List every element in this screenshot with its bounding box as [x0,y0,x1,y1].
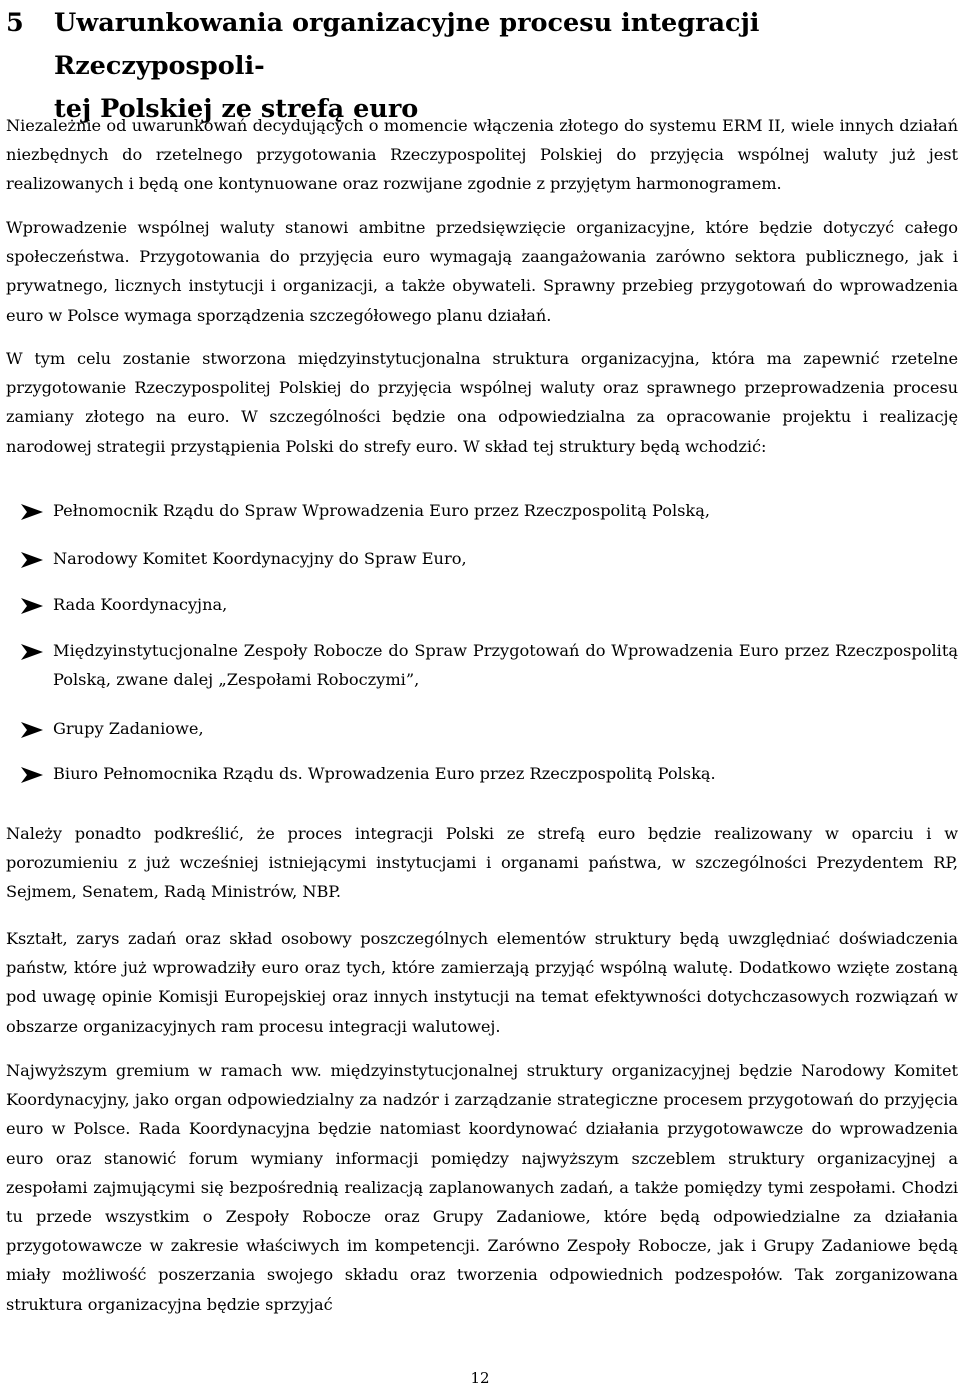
paragraph-2: Wprowadzenie wspólnej waluty stanowi ambitne przedsięwzięcie organizacyjne, które będzie dotyczyć całego społeczeństwa. Przygotowania do przyjęcia euro wymagają zaangażowania zarówno sektora publicznego, jak i prywatnego, licznych instytucji i organizacji, a także obywateli. Sprawny przebieg przygotowań do wprowadzenia euro w Polsce wymaga sporządzenia szczegółowego planu działań. [6,218,958,325]
arrowhead-bullet-icon [20,643,44,661]
paragraph-4: Należy ponadto podkreślić, że proces integracji Polski ze strefą euro będzie realizowany w oparciu i w porozumieniu z już wcześniej istniejącymi instytucjami i organami państwa, w szczególności Prezydentem RP, Sejmem, Senatem, Radą Ministrów, NBP. [6,824,958,902]
page-number: 12 [470,1369,490,1387]
paragraph-3: W tym celu zostanie stworzona międzyinstytucjonalna struktura organizacyjna, która ma zapewnić rzetelne przygotowanie Rzeczypospolitej Polskiej do przyjęcia wspólnej waluty oraz sprawnego przeprowadzenia procesu zamiany złotego na euro. W szczególności będzie ona odpowiedzialna za opracowanie projektu i realizację narodowej strategii przystąpienia Polski do strefy euro. W skład tej struktury będą wchodzić: [6,349,958,456]
section-number: 5 [6,8,24,38]
list-item-text: Narodowy Komitet Koordynacyjny do Spraw Euro, [53,549,467,568]
arrowhead-bullet-icon [20,721,44,739]
list-item-text: Rada Koordynacyjna, [53,595,228,614]
paragraph-1: Niezależnie od uwarunkowań decydujących o momencie włączenia złotego do systemu ERM II, wiele innych działań niezbędnych do rzetelnego przygotowania Rzeczypospolitej Polskiej do przyjęcia wspólnej waluty już jest realizowanych i będą one kontynuowane oraz rozwijane zgodnie z przyjętym harmonogramem. [6,116,958,194]
section-title-line-2: tej Polskiej ze strefą euro [54,94,419,124]
list-item-text: Pełnomocnik Rządu do Spraw Wprowadzenia Euro przez Rzeczpospolitą Polską, [53,501,711,520]
arrowhead-bullet-icon [20,551,44,569]
list-item-text: Międzyinstytucjonalne Zespoły Robocze do Spraw Przygotowań do Wprowadzenia Euro przez Rzeczpospolitą Polską, zwane dalej „Zespołami Roboczymi”, [53,641,958,690]
list-item-text: Biuro Pełnomocnika Rządu ds. Wprowadzenia Euro przez Rzeczpospolitą Polską. [53,764,716,783]
paragraph-6: Najwyższym gremium w ramach ww. międzyinstytucjonalnej struktury organizacyjnej będzie Narodowy Komitet Koordynacyjny, jako organ odpowiedzialny za nadzór i zarządzanie strategiczne procesem przygotowań do przyjęcia euro w Polsce. Rada Koordynacyjna będzie natomiast koordynować działania przygotowawcze do wprowadzenia euro oraz stanowić forum wymiany informacji pomiędzy najwyższym szczeblem struktury organizacyjnej a zespołami zajmującymi się bezpośrednią realizacją zaplanowanych zadań, a także pomiędzy tymi zespołami. Chodzi tu przede wszystkim o Zespoły Robocze oraz Grupy Zadaniowe, które będą odpowiedzialne za działania przygotowawcze w zakresie właściwych im kompetencji. Zarówno Zespoły Robocze, jak i Grupy Zadaniowe będą miały możliwość poszerzania swojego składu oraz tworzenia odpowiednich podzespołów. Tak zorganizowana struktura organizacyjna będzie sprzyjać [6,1061,958,1314]
arrowhead-bullet-icon [20,597,44,615]
list-item-text: Grupy Zadaniowe, [53,719,204,738]
section-title-line-1: Uwarunkowania organizacyjne procesu integracji Rzeczypospoli- [54,8,760,81]
arrowhead-bullet-icon [20,503,44,521]
arrowhead-bullet-icon [20,766,44,784]
paragraph-5: Kształt, zarys zadań oraz skład osobowy poszczególnych elementów struktury będą uwzględniać doświadczenia państw, które już wprowadziły euro oraz tych, które zamierzają przyjąć wspólną walutę. Dodatkowo wzięte zostaną pod uwagę opinie Komisji Europejskiej oraz innych instytucji na temat efektywności dotychczasowych rozwiązań w obszarze organizacyjnych ram procesu integracji walutowej. [6,929,958,1036]
